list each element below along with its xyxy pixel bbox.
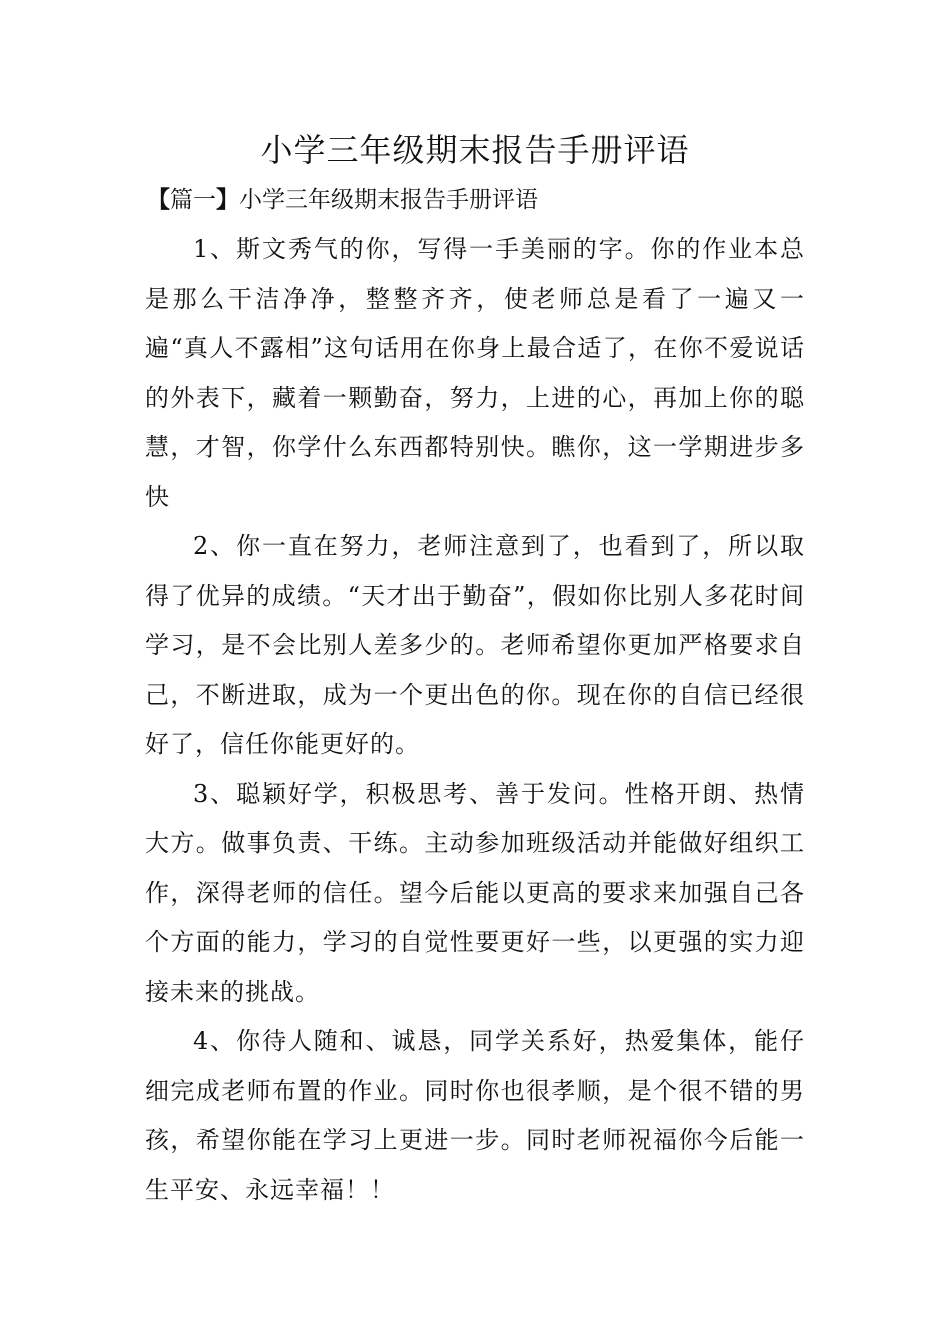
document-body <box>145 225 805 1215</box>
close-bracket: 】 <box>216 186 239 213</box>
comment-paragraph-2: 2、你一直在努力，老师注意到了，也看到了，所以取得了优异的成绩。“天才出于勤奋”，假如你比别人多花时间学习，是不会比别人差多少的。老师希望你更加严格要求自己，不断进取，成为一个更出色的你。现在你的自信已经很好了，信任你能更好的。 <box>145 532 805 758</box>
document-title: 小学三年级期末报告手册评语 <box>260 131 690 169</box>
section-label: 篇一 <box>170 187 216 213</box>
comment-paragraph-1: 1、斯文秀气的你，写得一手美丽的字。你的作业本总是那么干洁净净，整整齐齐，使老师总是看了一遍又一遍“真人不露相”这句话用在你身上最合适了，在你不爱说话的外表下，藏着一颗勤奋，努力，上进的心，再加上你的聪慧，才智，你学什么东西都特别快。瞧你，这一学期进步多快 <box>145 235 805 511</box>
open-bracket: 【 <box>147 186 170 213</box>
comment-paragraph-4: 4、你待人随和、诚恳，同学关系好，热爱集体，能仔细完成老师布置的作业。同时你也很孝顺，是个很不错的男孩，希望你能在学习上更进一步。同时老师祝福你今后能一生平安、永远幸福！！ <box>145 1027 805 1204</box>
comment-paragraph-3: 3、聪颖好学，积极思考、善于发问。性格开朗、热情大方。做事负责、干练。主动参加班级活动并能做好组织工作，深得老师的信任。望今后能以更高的要求来加强自己各个方面的能力，学习的自觉性要更好一些，以更强的实力迎接未来的挑战。 <box>145 779 805 1006</box>
section-heading <box>147 180 538 220</box>
section-heading-text: 小学三年级期末报告手册评语 <box>239 187 538 213</box>
